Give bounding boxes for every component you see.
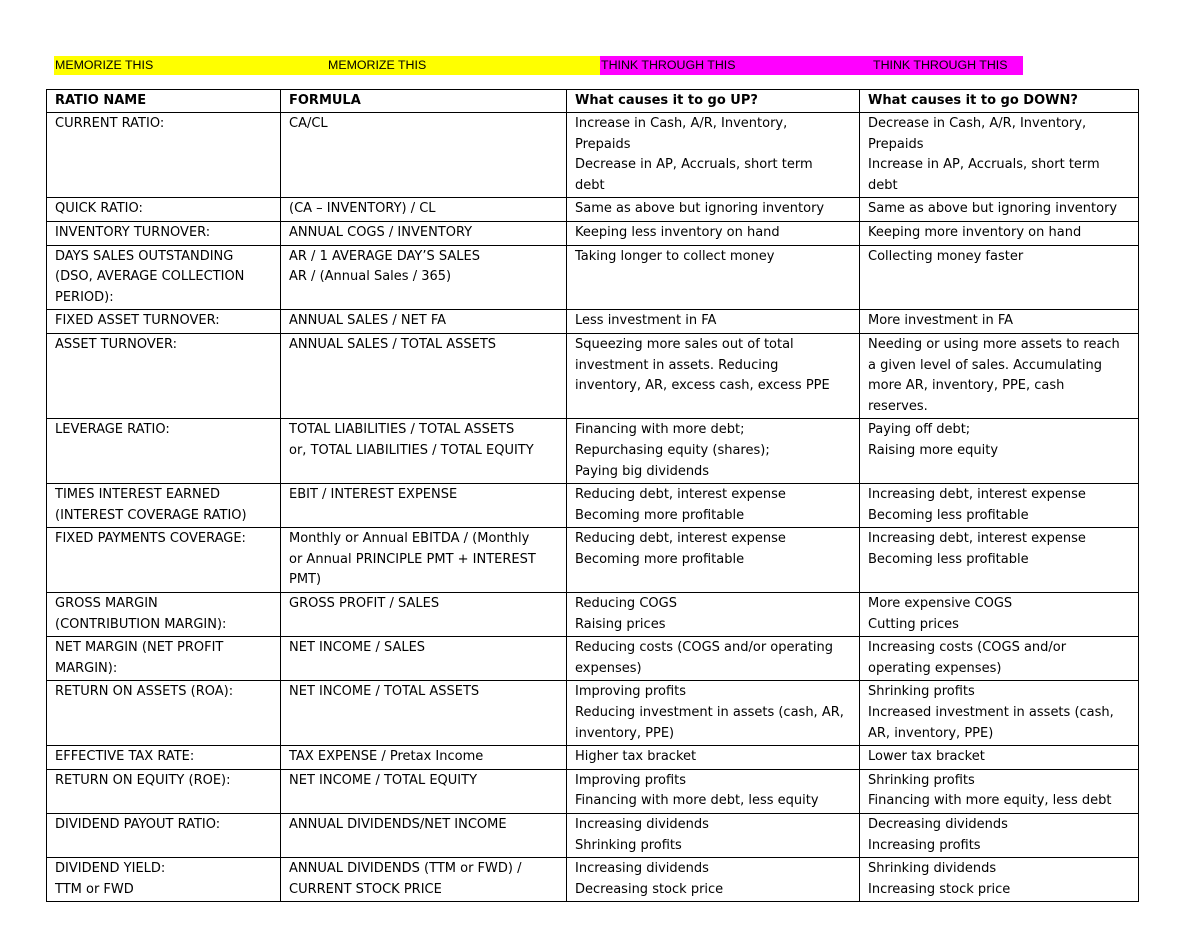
formula-cell [281, 858, 567, 902]
go-down-cell-text: Collecting money faster [868, 248, 1024, 264]
table-row [47, 245, 1139, 310]
ratio-name-cell [47, 681, 281, 746]
go-up-cell-text: Taking longer to collect money [575, 248, 775, 264]
table-row [47, 333, 1139, 418]
formula-cell [281, 221, 567, 245]
ratio-name-cell [47, 221, 281, 245]
go-down-cell-text: Same as above but ignoring inventory [868, 201, 1118, 217]
table-row [47, 814, 1139, 858]
go-up-cell [567, 528, 860, 593]
go-down-cell [860, 593, 1139, 637]
go-down-cell [860, 221, 1139, 245]
go-up-cell [567, 593, 860, 637]
go-up-cell [567, 113, 860, 198]
formula-cell-text: ANNUAL SALES / TOTAL ASSETS [289, 336, 497, 352]
ratio-name-cell-text: DIVIDEND YIELD: TTM or FWD [55, 861, 166, 897]
go-down-cell-text: More investment in FA [868, 313, 1014, 329]
ratio-name-cell-text: QUICK RATIO: [55, 201, 143, 217]
go-down-cell [860, 198, 1139, 222]
table-row [47, 746, 1139, 770]
table-row [47, 113, 1139, 198]
go-down-cell [860, 245, 1139, 310]
formula-cell [281, 814, 567, 858]
header-ratio-name: RATIO NAME [47, 90, 281, 113]
formula-cell-text: (CA – INVENTORY) / CL [289, 201, 436, 217]
go-down-cell-text: Lower tax bracket [868, 749, 985, 765]
formula-cell [281, 637, 567, 681]
table-row [47, 419, 1139, 484]
formula-cell-text: NET INCOME / TOTAL ASSETS [289, 684, 480, 700]
go-up-cell-text: Higher tax bracket [575, 749, 697, 765]
go-down-cell-text: Increasing debt, interest expense Becoming less profitable [868, 487, 1086, 523]
ratio-name-cell-text: NET MARGIN (NET PROFIT MARGIN): [55, 640, 224, 676]
formula-cell [281, 113, 567, 198]
go-up-cell-text: Increasing dividends Shrinking profits [575, 817, 709, 853]
go-up-cell-text: Reducing costs (COGS and/or operating expenses) [575, 640, 834, 676]
formula-cell [281, 419, 567, 484]
go-down-cell-text: Increasing debt, interest expense Becoming less profitable [868, 531, 1086, 567]
go-down-cell [860, 858, 1139, 902]
table-row [47, 528, 1139, 593]
formula-cell-text: GROSS PROFIT / SALES [289, 596, 440, 612]
ratio-name-cell-text: RETURN ON EQUITY (ROE): [55, 772, 231, 788]
go-up-cell [567, 484, 860, 528]
go-down-cell [860, 746, 1139, 770]
ratio-name-cell-text: EFFECTIVE TAX RATE: [55, 749, 195, 765]
table-row [47, 198, 1139, 222]
go-up-cell-text: Same as above but ignoring inventory [575, 201, 825, 217]
formula-cell [281, 593, 567, 637]
go-up-cell-text: Financing with more debt; Repurchasing equity (shares); Paying big dividends [575, 422, 770, 479]
ratio-name-cell-text: GROSS MARGIN (CONTRIBUTION MARGIN): [55, 596, 227, 632]
ratio-name-cell-text: RETURN ON ASSETS (ROA): [55, 684, 234, 700]
formula-cell [281, 245, 567, 310]
go-down-cell-text: Paying off debt; Raising more equity [868, 422, 999, 458]
table-row [47, 637, 1139, 681]
go-up-cell-text: Less investment in FA [575, 313, 717, 329]
header-go-up: What causes it to go UP? [567, 90, 860, 113]
table-row [47, 221, 1139, 245]
go-up-cell-text: Improving profits Financing with more debt, less equity [575, 772, 819, 809]
go-down-cell [860, 814, 1139, 858]
banner-think-1: THINK THROUGH THIS [600, 56, 875, 75]
ratio-table [46, 89, 1139, 902]
banner-memorize-1: MEMORIZE THIS [54, 56, 345, 75]
formula-cell [281, 484, 567, 528]
go-up-cell [567, 681, 860, 746]
formula-cell-text: AR / 1 AVERAGE DAY’S SALES AR / (Annual Sales / 365) [289, 248, 480, 285]
table-row [47, 681, 1139, 746]
formula-cell-text: ANNUAL COGS / INVENTORY [289, 224, 473, 240]
formula-cell [281, 198, 567, 222]
go-down-cell [860, 528, 1139, 593]
go-up-cell-text: Increase in Cash, A/R, Inventory, Prepaids Decrease in AP, Accruals, short term debt [575, 116, 813, 193]
header-go-down: What causes it to go DOWN? [860, 90, 1139, 113]
go-up-cell-text: Improving profits Reducing investment in assets (cash, AR, inventory, PPE) [575, 684, 844, 741]
go-up-cell [567, 198, 860, 222]
ratio-name-cell [47, 310, 281, 334]
ratio-name-cell [47, 245, 281, 310]
formula-cell-text: EBIT / INTEREST EXPENSE [289, 487, 458, 503]
go-down-cell [860, 637, 1139, 681]
ratio-name-cell-text: FIXED ASSET TURNOVER: [55, 313, 220, 329]
go-up-cell [567, 221, 860, 245]
ratio-name-cell-text: LEVERAGE RATIO: [55, 422, 170, 438]
go-up-cell-text: Increasing dividends Decreasing stock price [575, 861, 724, 897]
go-up-cell-text: Reducing COGS Raising prices [575, 596, 677, 632]
formula-cell-text: TOTAL LIABILITIES / TOTAL ASSETS or, TOTAL LIABILITIES / TOTAL EQUITY [289, 422, 534, 458]
ratio-name-cell-text: INVENTORY TURNOVER: [55, 224, 211, 240]
formula-cell [281, 528, 567, 593]
ratio-name-cell [47, 113, 281, 198]
ratio-name-cell [47, 419, 281, 484]
ratio-name-cell [47, 858, 281, 902]
go-down-cell [860, 113, 1139, 198]
table-row [47, 769, 1139, 813]
formula-cell [281, 746, 567, 770]
go-down-cell-text: Needing or using more assets to reach a given level of sales. Accumulating more AR, inventory, PPE, cash reserves. [868, 336, 1120, 414]
banner-think-2: THINK THROUGH THIS [872, 56, 1023, 75]
go-up-cell [567, 769, 860, 813]
table-row [47, 310, 1139, 334]
ratio-name-cell-text: CURRENT RATIO: [55, 116, 165, 131]
go-down-cell-text: Decrease in Cash, A/R, Inventory, Prepaids Increase in AP, Accruals, short term debt [868, 116, 1100, 193]
ratio-rows [47, 113, 1139, 902]
ratio-name-cell [47, 769, 281, 813]
ratio-name-cell [47, 333, 281, 418]
ratio-name-cell [47, 814, 281, 858]
go-up-cell [567, 333, 860, 418]
formula-cell-text: NET INCOME / SALES [289, 640, 426, 656]
go-up-cell [567, 637, 860, 681]
banner-memorize-2: MEMORIZE THIS [327, 56, 601, 75]
ratio-name-cell [47, 528, 281, 593]
go-up-cell-text: Reducing debt, interest expense Becoming more profitable [575, 531, 786, 567]
header-row [47, 90, 1139, 113]
ratio-name-cell [47, 593, 281, 637]
formula-cell-text: ANNUAL SALES / NET FA [289, 313, 447, 329]
go-up-cell-text: Squeezing more sales out of total investment in assets. Reducing inventory, AR, excess cash, excess PPE [575, 336, 830, 394]
formula-cell [281, 310, 567, 334]
ratio-name-cell-text: DIVIDEND PAYOUT RATIO: [55, 817, 221, 832]
go-down-cell-text: Shrinking dividends Increasing stock price [868, 861, 1011, 897]
table-row [47, 593, 1139, 637]
formula-cell-text: ANNUAL DIVIDENDS (TTM or FWD) / CURRENT STOCK PRICE [289, 861, 522, 897]
formula-cell-text: ANNUAL DIVIDENDS/NET INCOME [289, 817, 507, 832]
formula-cell [281, 769, 567, 813]
go-down-cell-text: Keeping more inventory on hand [868, 224, 1082, 240]
table-row [47, 858, 1139, 902]
formula-cell-text: Monthly or Annual EBITDA / (Monthly or Annual PRINCIPLE PMT + INTEREST PMT) [289, 531, 536, 588]
ratio-name-cell-text: ASSET TURNOVER: [55, 336, 178, 352]
go-down-cell [860, 681, 1139, 746]
ratio-name-cell-text: FIXED PAYMENTS COVERAGE: [55, 531, 246, 547]
go-up-cell [567, 814, 860, 858]
go-down-cell-text: Increasing costs (COGS and/or operating expenses) [868, 640, 1067, 676]
formula-cell-text: NET INCOME / TOTAL EQUITY [289, 772, 478, 788]
ratio-name-cell [47, 746, 281, 770]
go-down-cell [860, 769, 1139, 813]
go-down-cell [860, 419, 1139, 484]
ratio-name-cell [47, 198, 281, 222]
ratio-name-cell-text: DAYS SALES OUTSTANDING (DSO, AVERAGE COLLECTION PERIOD): [55, 248, 245, 305]
go-down-cell-text: More expensive COGS Cutting prices [868, 596, 1013, 632]
go-down-cell [860, 310, 1139, 334]
go-up-cell-text: Keeping less inventory on hand [575, 224, 780, 240]
go-down-cell [860, 484, 1139, 528]
go-up-cell [567, 419, 860, 484]
go-down-cell-text: Shrinking profits Increased investment in assets (cash, AR, inventory, PPE) [868, 684, 1114, 741]
table-row [47, 484, 1139, 528]
formula-cell-text: TAX EXPENSE / Pretax Income [289, 749, 484, 765]
go-up-cell [567, 858, 860, 902]
go-down-cell [860, 333, 1139, 418]
go-up-cell [567, 310, 860, 334]
ratio-name-cell [47, 484, 281, 528]
header-formula: FORMULA [281, 90, 567, 113]
go-up-cell [567, 245, 860, 310]
ratio-name-cell [47, 637, 281, 681]
go-up-cell-text: Reducing debt, interest expense Becoming more profitable [575, 487, 786, 523]
ratio-name-cell-text: TIMES INTEREST EARNED (INTEREST COVERAGE RATIO) [55, 487, 247, 523]
formula-cell [281, 333, 567, 418]
go-up-cell [567, 746, 860, 770]
go-down-cell-text: Shrinking profits Financing with more equity, less debt [868, 772, 1112, 809]
go-down-cell-text: Decreasing dividends Increasing profits [868, 817, 1008, 853]
formula-cell [281, 681, 567, 746]
formula-cell-text: CA/CL [289, 116, 328, 131]
